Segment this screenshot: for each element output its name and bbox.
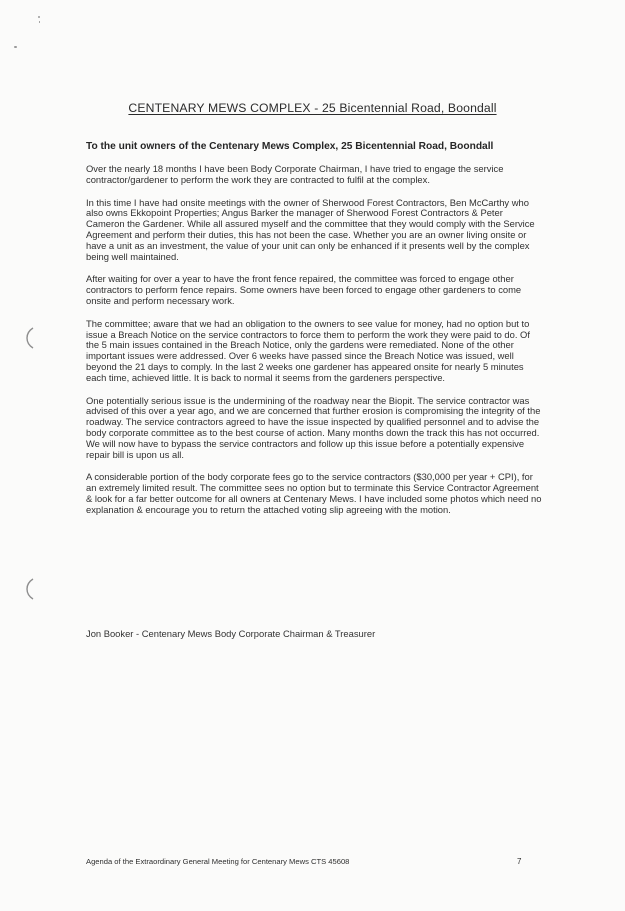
page-number: 7 xyxy=(517,857,522,866)
document-title: CENTENARY MEWS COMPLEX - 25 Bicentennial Road, Boondall xyxy=(128,101,497,115)
paragraph-4: The committee; aware that we had an obligation to the owners to see value for money, had no option but to issue a Breach Notice on the service contractors to force them to perform the work they were paid to do. Of the 5 main issues contained in the Breach Notice, only the gardens were remediated. None of the other important issues were addressed. Over 6 weeks have passed since the Breach Notice was issued, well beyond the 21 days to comply. In the last 2 weeks one gardener has appeared onsite for nearly 5 minutes each time, achieved little. It is back to normal it seems from the gardeners perspective. xyxy=(86,317,530,383)
paragraph-3: After waiting for over a year to have the front fence repaired, the committee was forced to engage other contractors to perform fence repairs. Some owners have been forced to engage other gardeners to come onsite and perform necessary work. xyxy=(86,273,522,306)
punch-hole-mark-icon xyxy=(22,578,36,600)
signature-line: Jon Booker - Centenary Mews Body Corporate Chairman & Treasurer xyxy=(86,628,376,639)
paragraph-1: Over the nearly 18 months I have been Body Corporate Chairman, I have tried to engage the service contractor/gardener to perform the work they are contracted to fulfil at the complex. xyxy=(86,163,504,185)
footer-text: Agenda of the Extraordinary General Meeting for Centenary Mews CTS 45608 xyxy=(86,857,350,866)
punch-hole-mark-icon xyxy=(22,327,36,349)
scan-speck xyxy=(14,46,17,48)
salutation: To the unit owners of the Centenary Mews Complex, 25 Bicentennial Road, Boondall xyxy=(86,141,494,152)
scan-speck xyxy=(38,16,40,18)
letter-body xyxy=(86,141,542,528)
scan-speck xyxy=(39,21,40,23)
paragraph-5: One potentially serious issue is the undermining of the roadway near the Biopit. The service contractor was advised of this over a year ago, and we are concerned that further erosion is compromising the integrity of the roadway. The service contractors agreed to have the issue inspected by qualified personnel and to advise the body corporate committee as to the best course of action. Many months down the track this has not occurred. We will now have to bypass the service contractors and follow up this issue before a potentially expensive repair bill is upon us all. xyxy=(86,394,541,460)
paragraph-2: In this time I have had onsite meetings with the owner of Sherwood Forest Contractors, Ben McCarthy who also owns Ekkopoint Properties; Angus Barker the manager of Sherwood Forest Contractors & Peter Cameron the Gardener. While all assured myself and the committee that they would comply with the Service Agreement and perform their duties, this has not been the case. Whether you are an owner living onsite or have a unit as an investment, the value of your unit can only be enhanced if it presents well by the complex being well maintained. xyxy=(86,196,535,262)
paragraph-6: A considerable portion of the body corporate fees go to the service contractors ($30,000 per year + CPI), for an extremely limited result. The committee sees no option but to terminate this Service Contractor Agreement & look for a far better outcome for all owners at Centenary Mews. I have included some photos which need no explanation & encourage you to return the attached voting slip agreeing with the motion. xyxy=(86,471,542,515)
